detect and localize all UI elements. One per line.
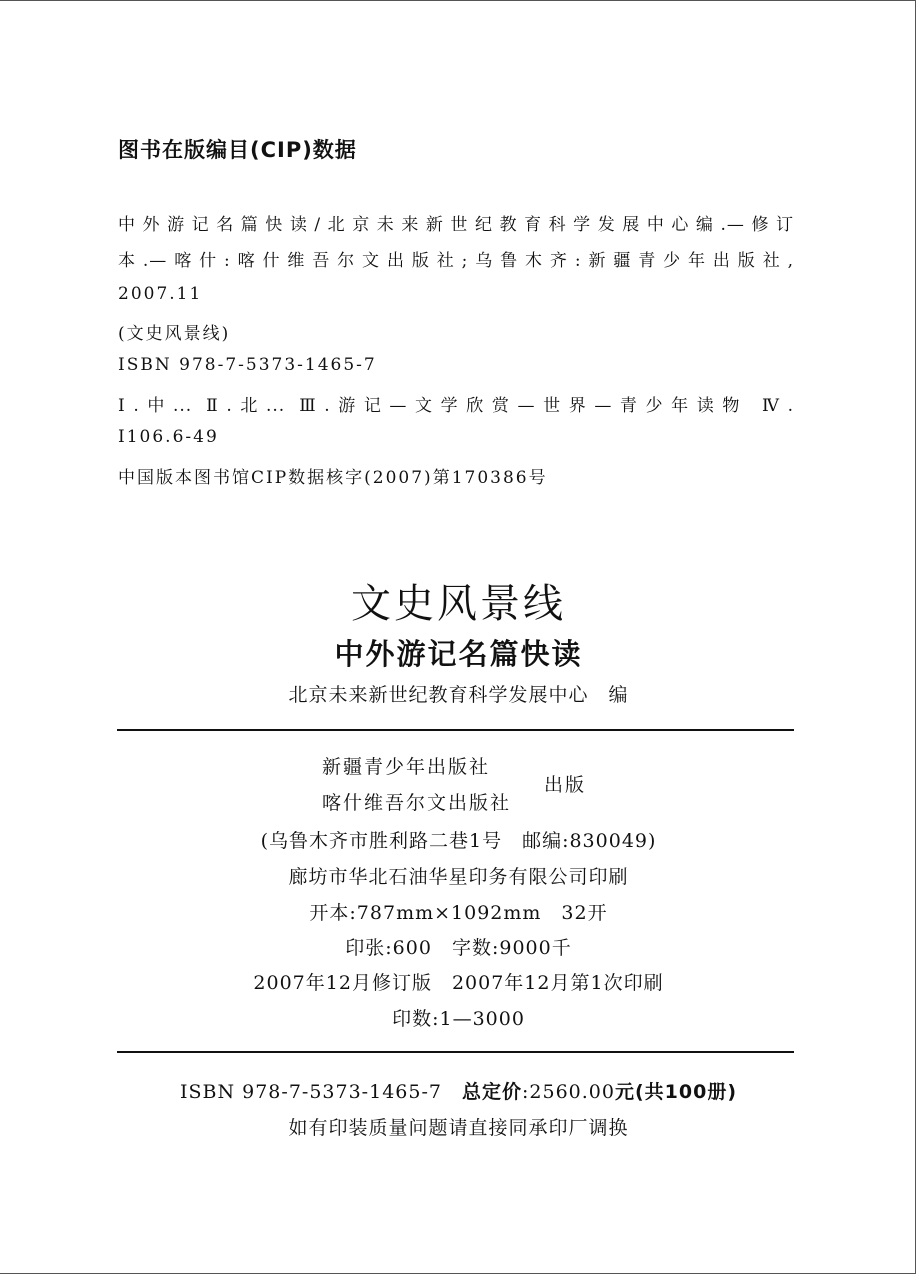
series-title: 文史风景线	[351, 581, 566, 627]
publisher-1: 新疆青少年出版社	[322, 756, 491, 778]
sheets-words-line: 印张:600 字数:9000千	[345, 937, 572, 959]
quality-notice: 如有印装质量问题请直接同承印厂调换	[288, 1117, 629, 1139]
price-value: :2560.00	[522, 1081, 615, 1103]
cip-series: (文史风景线)	[118, 324, 231, 344]
format-line: 开本:787mm×1092mm 32开	[309, 902, 608, 924]
cip-imprint-line: 本.—喀什:喀什维吾尔文出版社;乌鲁木齐:新疆青少年出版社,	[118, 251, 794, 271]
cip-heading: 图书在版编目(CIP)数据	[118, 138, 357, 162]
cip-title-line: 中外游记名篇快读/北京未来新世纪教育科学发展中心编.—修订	[118, 215, 794, 235]
price-unit: 元(共100册)	[614, 1081, 738, 1103]
editor-line: 北京未来新世纪教育科学发展中心 编	[288, 684, 629, 706]
cip-subjects-line: Ⅰ.中... Ⅱ.北... Ⅲ.游记—文学欣赏—世界—青少年读物 Ⅳ.	[118, 396, 794, 416]
publisher-role: 出版	[544, 774, 587, 796]
publisher-address: (乌鲁木齐市胜利路二巷1号 邮编:830049)	[260, 830, 657, 852]
publisher-2: 喀什维吾尔文出版社	[322, 792, 512, 814]
cip-classification: I106.6-49	[118, 427, 219, 447]
price-label: 总定价	[461, 1081, 522, 1103]
cip-isbn: ISBN 978-7-5373-1465-7	[118, 355, 377, 375]
footer-isbn: ISBN 978-7-5373-1465-7	[179, 1081, 442, 1103]
edition-line: 2007年12月修订版 2007年12月第1次印刷	[253, 972, 664, 994]
price-line	[0, 1077, 917, 1104]
cip-number: 中国版本图书馆CIP数据核字(2007)第170386号	[118, 468, 548, 488]
top-divider	[117, 729, 794, 731]
publisher-block	[322, 752, 602, 816]
cip-date: 2007.11	[118, 284, 203, 304]
printer-line: 廊坊市华北石油华星印务有限公司印刷	[288, 866, 629, 888]
book-title: 中外游记名篇快读	[334, 637, 583, 671]
print-run-line: 印数:1—3000	[392, 1008, 525, 1030]
bottom-divider	[117, 1051, 794, 1053]
